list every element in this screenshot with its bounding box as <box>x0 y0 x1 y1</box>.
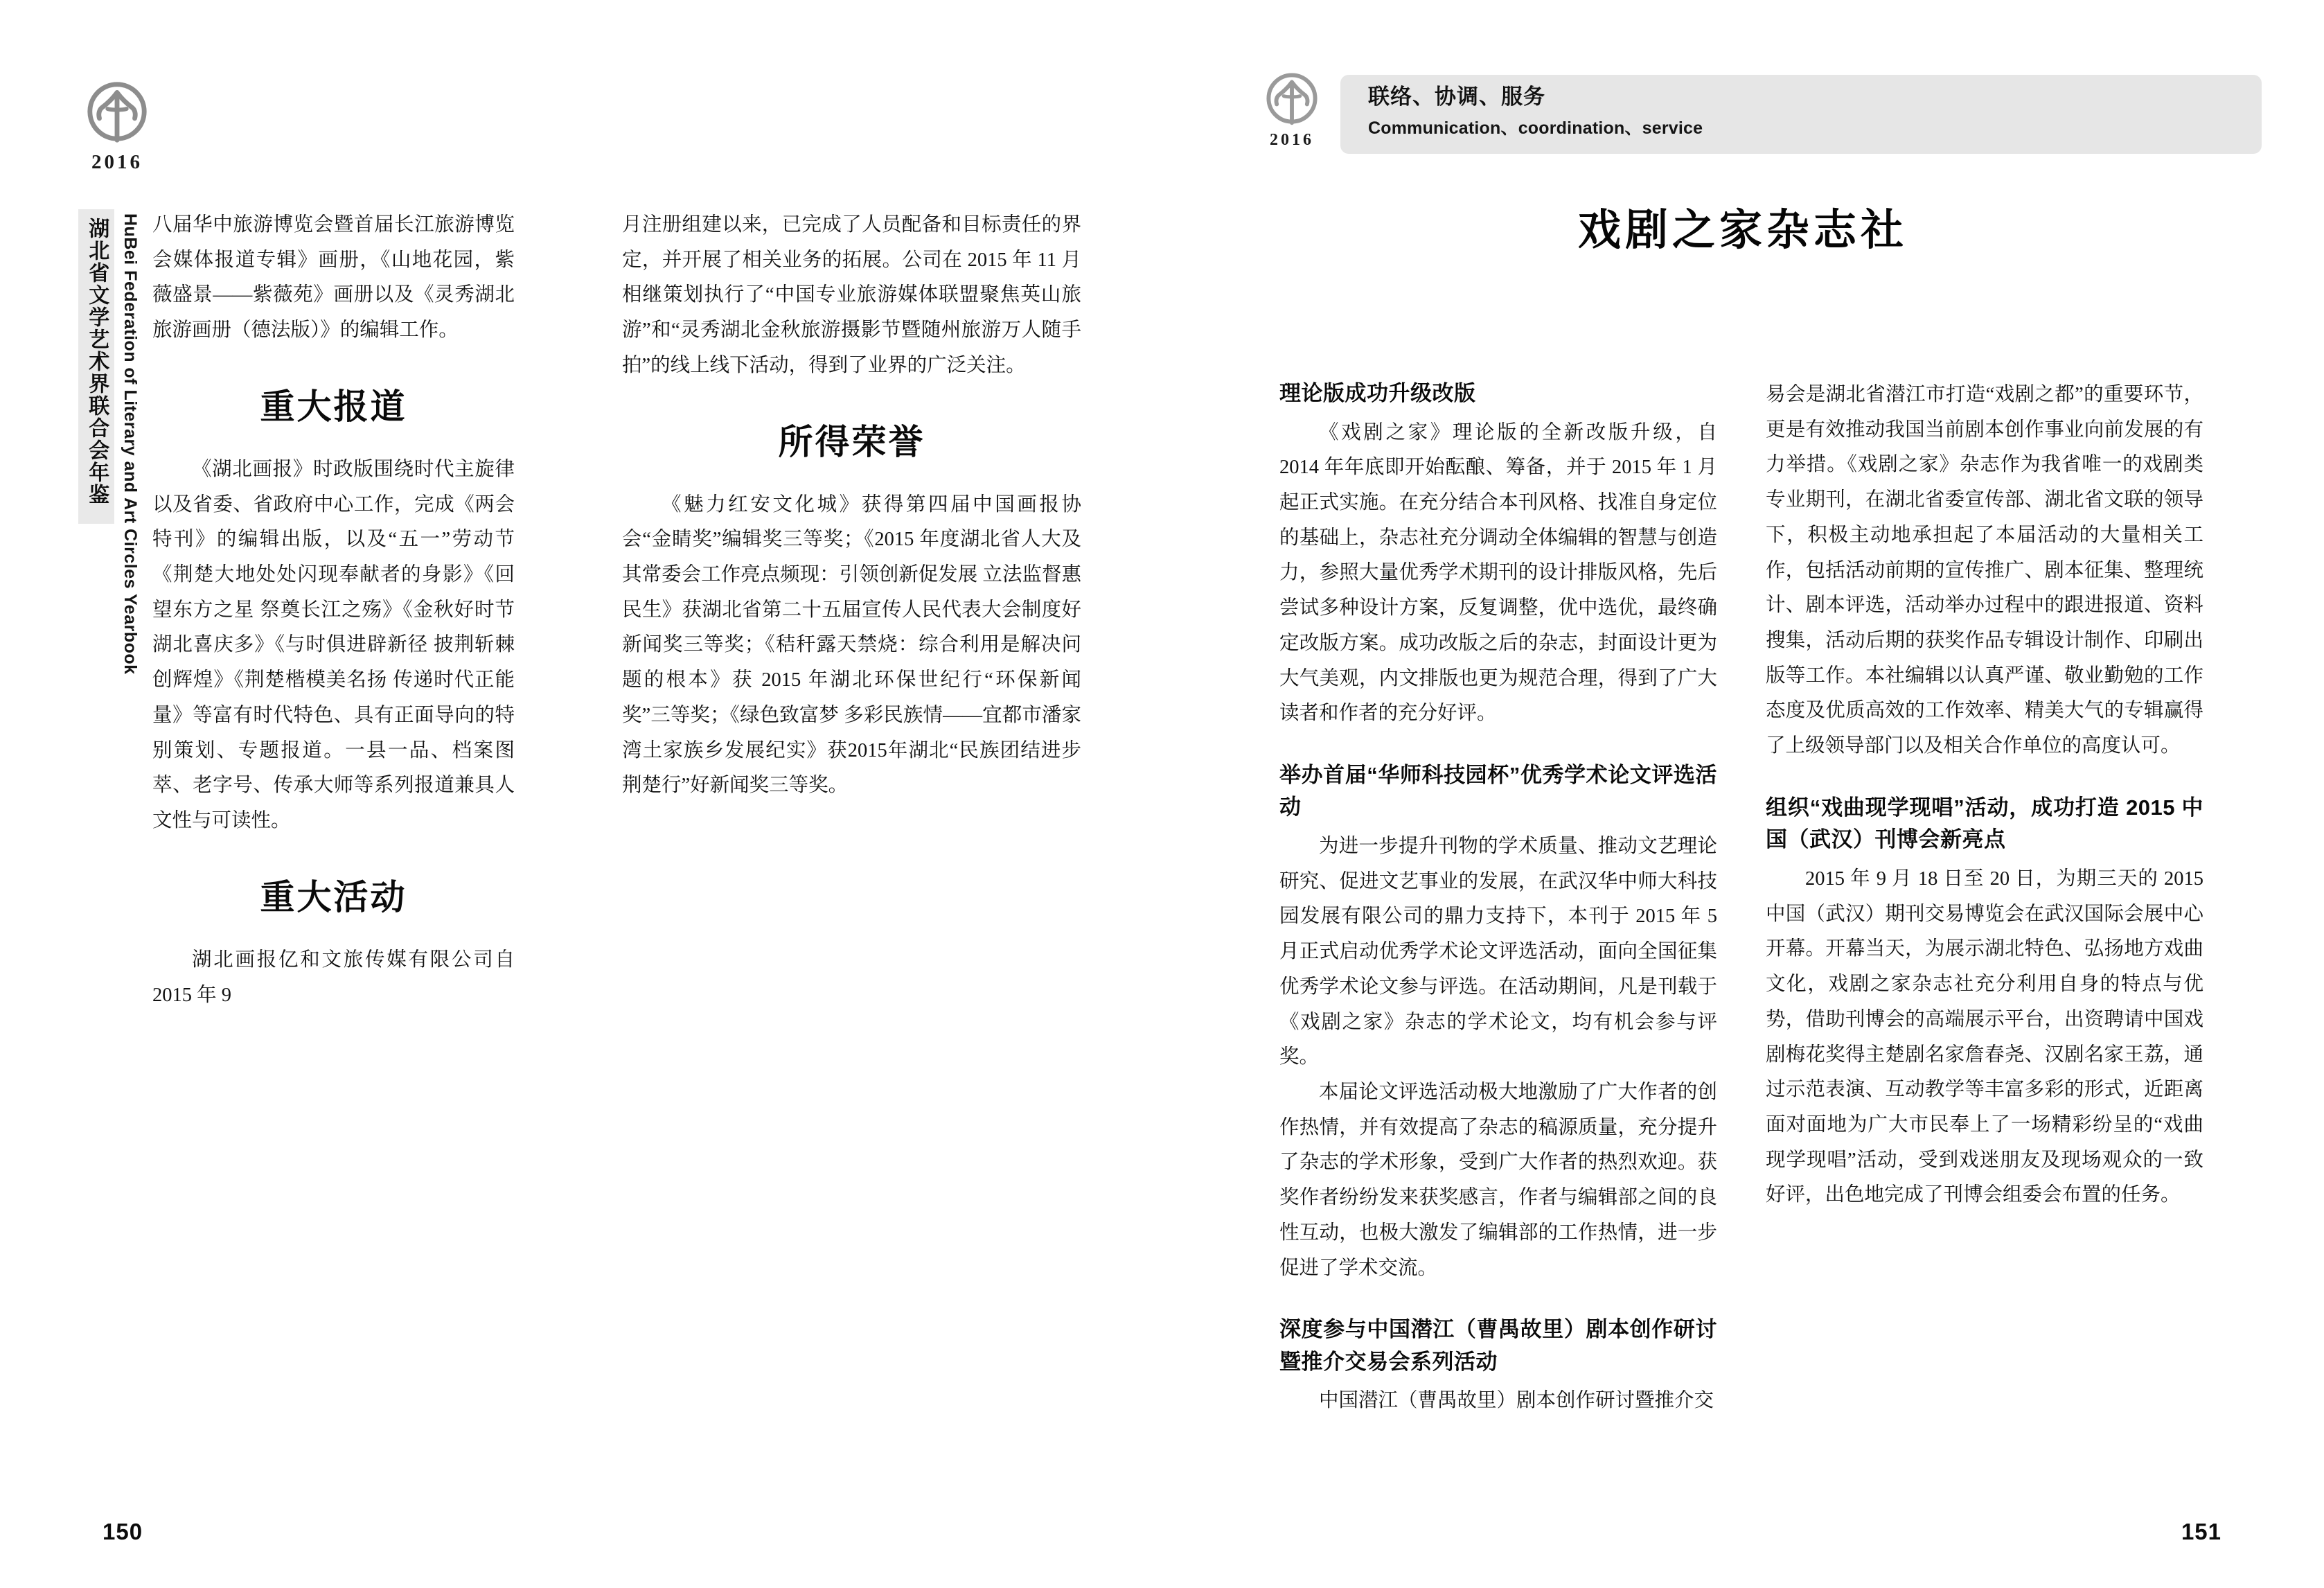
heading-honors: 所得荣誉 <box>778 422 925 461</box>
paragraph-honors: 《魅力红安文化城》获得第四届中国画报协会“金睛奖”编辑奖三等奖；《2015 年度湖北省人大及其常委会工作亮点频现：引领创新促发展 立法监督惠民生》获湖北省第二十五届宣传人民代表大会制度好新闻奖三等奖；《秸秆露天禁烧：综合利用是解决问题的根本》获 2015 年湖北环保世纪行“环保新闻奖”三等奖；《绿色致富梦 多彩民族情——宜都市潘家湾土家族乡发展纪实》获2015年湖北“民族团结进步荆楚行”好新闻奖三等奖。 <box>622 493 1081 797</box>
paragraph-continued-col2: 月注册组建以来，已完成了人员配备和目标责任的界定，并开展了相关业务的拓展。公司在 2015 年 11 月相继策划执行了“中国专业旅游媒体联盟聚焦英山旅游”和“灵秀湖北金秋旅游摄影节暨随州旅游万人随手拍”的线上线下活动，得到了业界的广泛关注。 <box>622 214 1081 376</box>
right-page-column-1 <box>1279 378 1717 1419</box>
paragraph-major-activity: 湖北画报亿和文旅传媒有限公司自 2015 年 9 <box>152 949 515 1006</box>
heading-major-activity: 重大活动 <box>260 877 407 917</box>
paragraph-qianjiang-script-event: 中国潜江（曹禺故里）剧本创作研讨暨推介交 <box>1319 1390 1714 1412</box>
heading-paper-award-event: 举办首届“华师科技园杯”优秀学术论文评选活动 <box>1279 762 1717 820</box>
page-right <box>1162 0 2324 1588</box>
page-title: 戏剧之家杂志社 <box>1577 206 1908 254</box>
header-title-en: Communication、coordination、service <box>1368 118 1703 138</box>
federation-logo-icon <box>1263 69 1321 127</box>
federation-logo-icon <box>83 78 151 145</box>
page-number-left: 150 <box>103 1519 143 1544</box>
left-page-column-1 <box>152 208 515 1013</box>
paragraph-theory-edition-upgrade: 《戏剧之家》理论版的全新改版升级，自 2014 年年底即开始酝酿、筹备，并于 2015 年 1 月起正式实施。在充分结合本刊风格、找准自身定位的基础上，杂志社充分调动全体编辑的智慧与创造力，参照大量优秀学术期刊的设计排版风格，先后尝试多种设计方案，反复调整，优中选优，最终确定改版方案。成功改版之后的杂志，封面设计更为大气美观，内文排版也更为规范合理，得到了广大读者和作者的充分好评。 <box>1279 421 1717 725</box>
paragraph-opera-learn-sing-event: 2015 年 9 月 18 日至 20 日，为期三天的 2015 中国（武汉）期刊交易博览会在武汉国际会展中心开幕。开幕当天，为展示湖北特色、弘扬地方戏曲文化，戏剧之家杂志社充分利用自身的特点与优势，借助刊博会的高端展示平台，出资聘请中国戏剧梅花奖得主楚剧名家詹春尧、汉剧名家王荔，通过示范表演、互动教学等丰富多彩的形式，近距离面对面地为广大市民奉上了一场精彩纷呈的“戏曲现学现唱”活动，受到戏迷朋友及现场观众的一致好评，出色地完成了刊博会组委会布置的任务。 <box>1766 867 2203 1206</box>
sidebar-vertical-band <box>78 209 140 675</box>
sidebar-title-cn: 湖北省文学艺术界联合会年鉴 <box>85 218 109 506</box>
emblem-year-left: 2016 <box>91 151 143 173</box>
heading-major-report: 重大报道 <box>260 387 407 426</box>
sidebar-title-en: HuBei Federation of Literary and Art Circles Yearbook <box>121 213 140 675</box>
header-banner <box>1340 75 2262 154</box>
paragraph-qianjiang-continued: 易会是湖北省潜江市打造“戏剧之都”的重要环节，更是有效推动我国当前剧本创作事业向前发展的有力举措。《戏剧之家》杂志作为我省唯一的戏剧类专业期刊，在湖北省委宣传部、湖北省文联的领导下，积极主动地承担起了本届活动的大量相关工作，包括活动前期的宣传推广、剧本征集、整理统计、剧本评选，活动举办过程中的跟进报道、资料搜集，活动后期的获奖作品专辑设计制作、印刷出版等工作。本社编辑以认真严谨、敬业勤勉的工作态度及优质高效的工作效率、精美大气的专辑赢得了上级领导部门以及相关合作单位的高度认可。 <box>1766 384 2203 757</box>
paragraph-paper-award-event-2: 本届论文评选活动极大地激励了广大作者的创作热情，并有效提高了杂志的稿源质量，充分提升了杂志的学术形象，受到广大作者的热烈欢迎。获奖作者纷纷发来获奖感言，作者与编辑部之间的良性互动，也极大激发了编辑部的工作热情，进一步促进了学术交流。 <box>1279 1082 1717 1279</box>
heading-theory-edition-upgrade: 理论版成功升级改版 <box>1279 381 1476 405</box>
paragraph-paper-award-event-1: 为进一步提升刊物的学术质量、推动文艺理论研究、促进文艺事业的发展，在武汉华中师大科技园发展有限公司的鼎力支持下，本刊于 2015 年 5 月正式启动优秀学术论文评选活动，面向全国征集优秀学术论文参与评选。在活动期间，凡是刊载于《戏剧之家》杂志的学术论文，均有机会参与评奖。 <box>1279 835 1717 1068</box>
page-number-right: 151 <box>2181 1519 2221 1544</box>
paragraph-continued-col1: 八届华中旅游博览会暨首届长江旅游博览会媒体报道专辑》画册，《山地花园，紫薇盛景——紫薇苑》画册以及《灵秀湖北旅游画册（德法版）》的编辑工作。 <box>152 214 515 342</box>
federation-emblem-left <box>72 78 162 174</box>
page-header <box>1253 69 2262 154</box>
federation-emblem-right <box>1253 69 1331 150</box>
header-title-cn: 联络、协调、服务 <box>1368 85 1545 109</box>
left-page-column-2 <box>622 208 1081 804</box>
paragraph-major-report: 《湖北画报》时政版围绕时代主旋律以及省委、省政府中心工作，完成《两会特刊》的编辑出版，以及“五一”劳动节《荆楚大地处处闪现奉献者的身影》《回望东方之星 祭奠长江之殇》《金秋好时节 湖北喜庆多》《与时俱进辟新径 披荆斩棘创辉煌》《荆楚楷模美名扬 传递时代正能量》等富有时代特色、具有正面导向的特别策划、专题报道。一县一品、档案图萃、老字号、传承大师等系列报道兼具人文性与可读性。 <box>152 458 515 832</box>
heading-qianjiang-script-event: 深度参与中国潜江（曹禺故里）剧本创作研讨暨推介交易会系列活动 <box>1279 1317 1717 1374</box>
emblem-year-right: 2016 <box>1270 131 1314 149</box>
heading-opera-learn-sing-event: 组织“戏曲现学现唱”活动，成功打造 2015 中国（武汉）刊博会新亮点 <box>1766 795 2203 852</box>
right-page-column-2 <box>1766 378 2203 1213</box>
